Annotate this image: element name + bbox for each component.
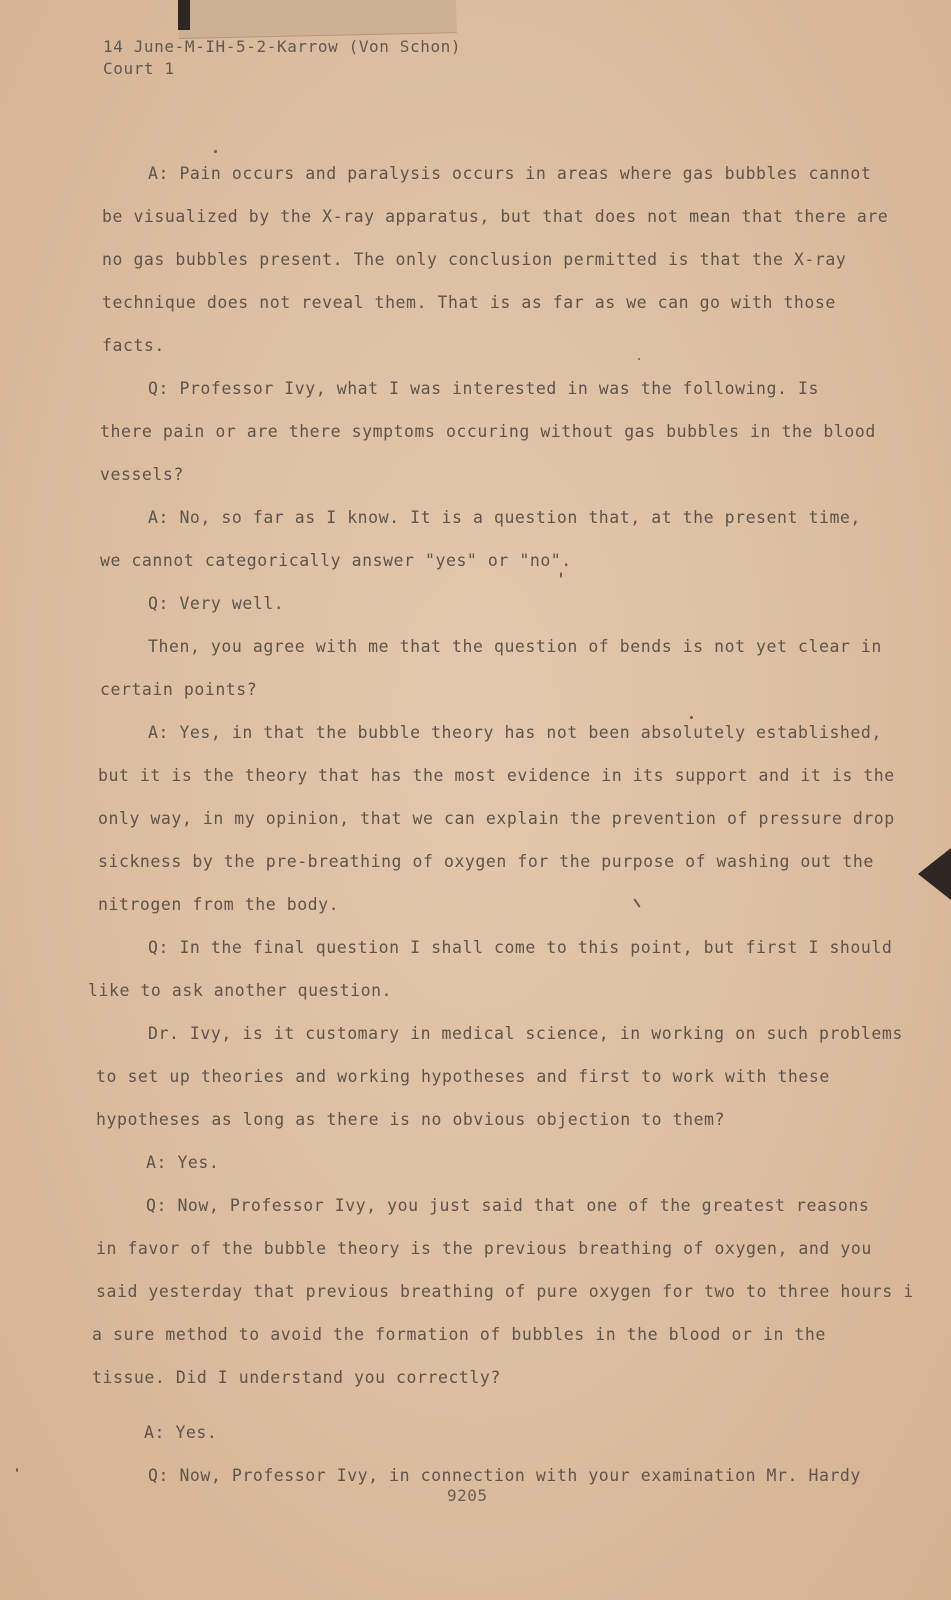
transcript-line: a sure method to avoid the formation of bubbles in the blood or in the <box>92 1325 826 1344</box>
transcript-line: only way, in my opinion, that we can explain the prevention of pressure drop <box>98 809 895 828</box>
transcript-line: A: Yes. <box>144 1423 218 1442</box>
transcript-line: to set up theories and working hypotheses and first to work with these <box>96 1067 830 1086</box>
paper-speck <box>560 572 562 578</box>
transcript-line: A: Pain occurs and paralysis occurs in areas where gas bubbles cannot <box>148 164 872 183</box>
transcript-line: Q: Now, Professor Ivy, in connection with your examination Mr. Hardy <box>148 1466 861 1485</box>
transcript-line: A: Yes. <box>146 1153 220 1172</box>
transcript-line: Q: Now, Professor Ivy, you just said that one of the greatest reasons <box>146 1196 870 1215</box>
paper-speck <box>214 150 217 153</box>
paper-speck <box>16 1468 18 1472</box>
header-line-1: 14 June-M-IH-5-2-Karrow (Von Schon) <box>103 37 462 56</box>
transcript-line: A: Yes, in that the bubble theory has not been absolutely established, <box>148 723 882 742</box>
transcript-line: A: No, so far as I know. It is a question that, at the present time, <box>148 508 861 527</box>
transcript-line: nitrogen from the body. <box>98 895 340 914</box>
transcript-line: Q: Professor Ivy, what I was interested in was the following. Is <box>148 379 819 398</box>
transcript-line: like to ask another question. <box>88 981 393 1000</box>
transcript-line: sickness by the pre-breathing of oxygen for the purpose of washing out the <box>98 852 874 871</box>
header-line-2: Court 1 <box>103 59 175 78</box>
transcript-line: Dr. Ivy, is it customary in medical science, in working on such problems <box>148 1024 903 1043</box>
transcript-line: said yesterday that previous breathing of pure oxygen for two to three hours i <box>96 1282 914 1301</box>
transcript-line: hypotheses as long as there is no obvious objection to them? <box>96 1110 726 1129</box>
paper-speck <box>690 716 693 719</box>
transcript-line: Q: In the final question I shall come to this point, but first I should <box>148 938 893 957</box>
transcript-line: certain points? <box>100 680 258 699</box>
page-number: 9205 <box>447 1486 488 1505</box>
transcript-line: we cannot categorically answer "yes" or "no". <box>100 551 572 570</box>
transcript-line: vessels? <box>100 465 184 484</box>
transcript-line: be visualized by the X-ray apparatus, but that does not mean that there are <box>102 207 889 226</box>
transcript-line: facts. <box>102 336 165 355</box>
transcript-line: but it is the theory that has the most evidence in its support and it is the <box>98 766 895 785</box>
transcript-line: no gas bubbles present. The only conclusion permitted is that the X-ray <box>102 250 847 269</box>
transcript-line: there pain or are there symptoms occuring without gas bubbles in the blood <box>100 422 876 441</box>
transcript-line: Q: Very well. <box>148 594 285 613</box>
transcript-line: tissue. Did I understand you correctly? <box>92 1368 501 1387</box>
transcript-line: in favor of the bubble theory is the previous breathing of oxygen, and you <box>96 1239 872 1258</box>
transcript-line: Then, you agree with me that the question of bends is not yet clear in <box>148 637 882 656</box>
paper-speck <box>638 358 640 360</box>
transcript-line: technique does not reveal them. That is as far as we can go with those <box>102 293 836 312</box>
